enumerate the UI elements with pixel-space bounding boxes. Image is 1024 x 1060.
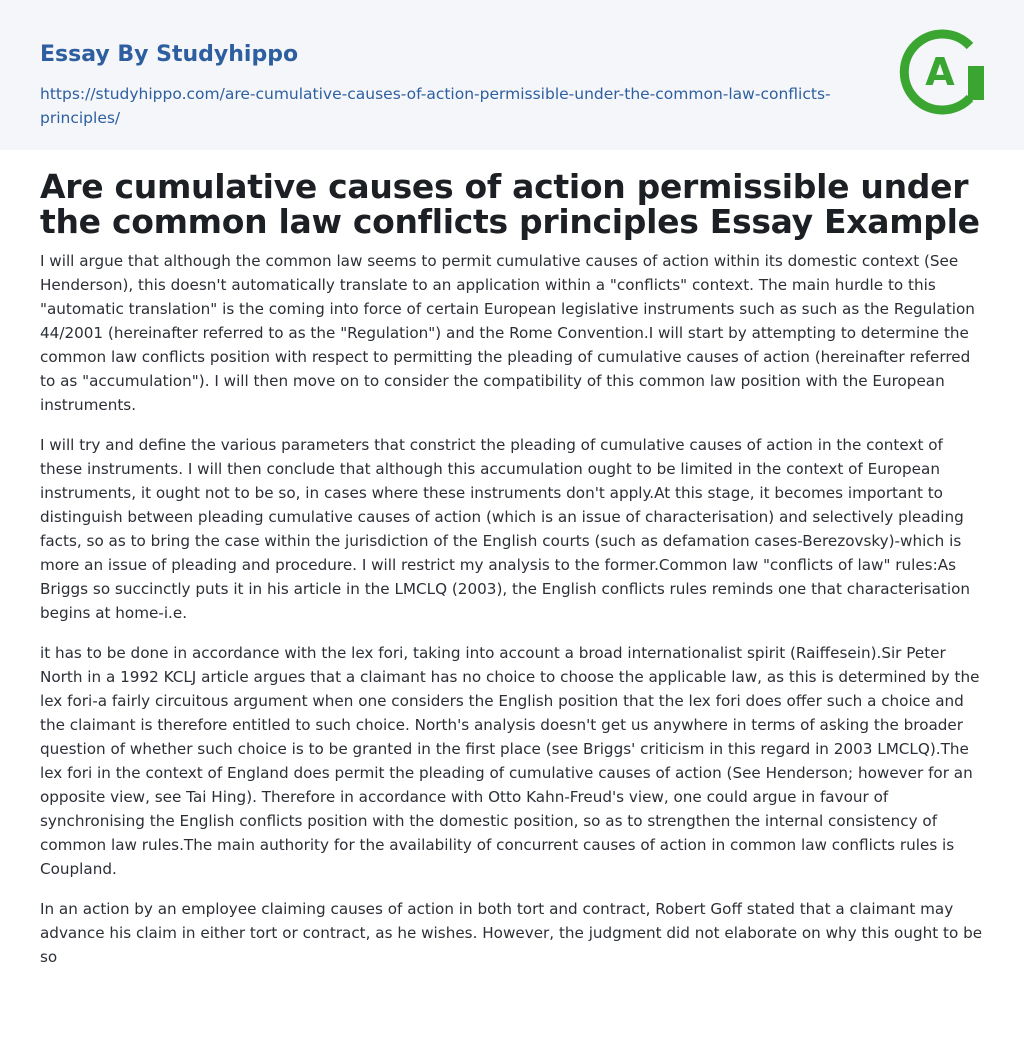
site-title[interactable]: Essay By Studyhippo [40,42,299,67]
site-header [0,0,1024,150]
essay-paragraph: In an action by an employee claiming causes of action in both tort and contract, Robert Goff stated that a claimant may advance his claim in either tort or contract, as he wishes. However, the judgment did not elaborate on why this ought to be so [40,900,983,966]
essay-paragraph: I will argue that although the common law seems to permit cumulative causes of action within its domestic context (See Henderson), this doesn't automatically translate to an application within a "conflicts" context. The main hurdle to this "automatic translation" is the coming into force of certain European legislative instruments such as such as the Regulation 44/2001 (hereinafter referred to as the "Regulation") and the Rome Convention.I will start by attempting to determine the common law conflicts position with respect to permitting the pleading of cumulative causes of action (hereinafter referred to as "accumulation"). I will then move on to consider the compatibility of this common law position with the European instruments. [40,252,975,414]
essay-paragraph: it has to be done in accordance with the lex fori, taking into account a broad internationalist spirit (Raiffesein).Sir Peter North in a 1992 KCLJ article argues that a claimant has no choice to choose the applicable law, as this is determined by the lex fori-a fairly circuitous argument when one considers the English position that the lex fori does offer such a choice and the claimant is therefore entitled to such choice. North's analysis doesn't get us anywhere in terms of asking the broader question of whether such choice is to be granted in the first place (see Briggs' criticism in this regard in 2003 LMCLQ).The lex fori in the context of England does permit the pleading of cumulative causes of action (See Henderson; however for an opposite view, see Tai Hing). Therefore in accordance with Otto Kahn-Freud's view, one could argue in favour of synchronising the English conflicts position with the domestic position, so as to strengthen the internal consistency of common law rules.The main authority for the availability of concurrent causes of action in common law conflicts rules is Coupland. [40,644,980,878]
essay-title: Are cumulative causes of action permissible under the common law conflicts principles Essay Example [40,167,980,241]
logo-letter: A [925,50,955,94]
essay-content [40,167,986,985]
essay-url-link[interactable]: https://studyhippo.com/are-cumulative-causes-of-action-permissible-under-the-common-law-conflicts-principles/ [40,85,831,127]
essay-paragraph: I will try and define the various parameters that constrict the pleading of cumulative causes of action in the context of these instruments. I will then conclude that although this accumulation ought to be limited in the context of European instruments, it ought not to be so, in cases where these instruments don't apply.At this stage, it becomes important to distinguish between pleading cumulative causes of action (which is an issue of characterisation) and selectively pleading facts, so as to bring the case within the jurisdiction of the English courts (such as defamation cases-Berezovsky)-which is more an issue of pleading and procedure. I will restrict my analysis to the former.Common law "conflicts of law" rules:As Briggs so succinctly puts it in his article in the LMCLQ (2003), the English conflicts rules reminds one that characterisation begins at home-i.e. [40,436,971,622]
studyhippo-logo-icon[interactable] [898,28,986,116]
